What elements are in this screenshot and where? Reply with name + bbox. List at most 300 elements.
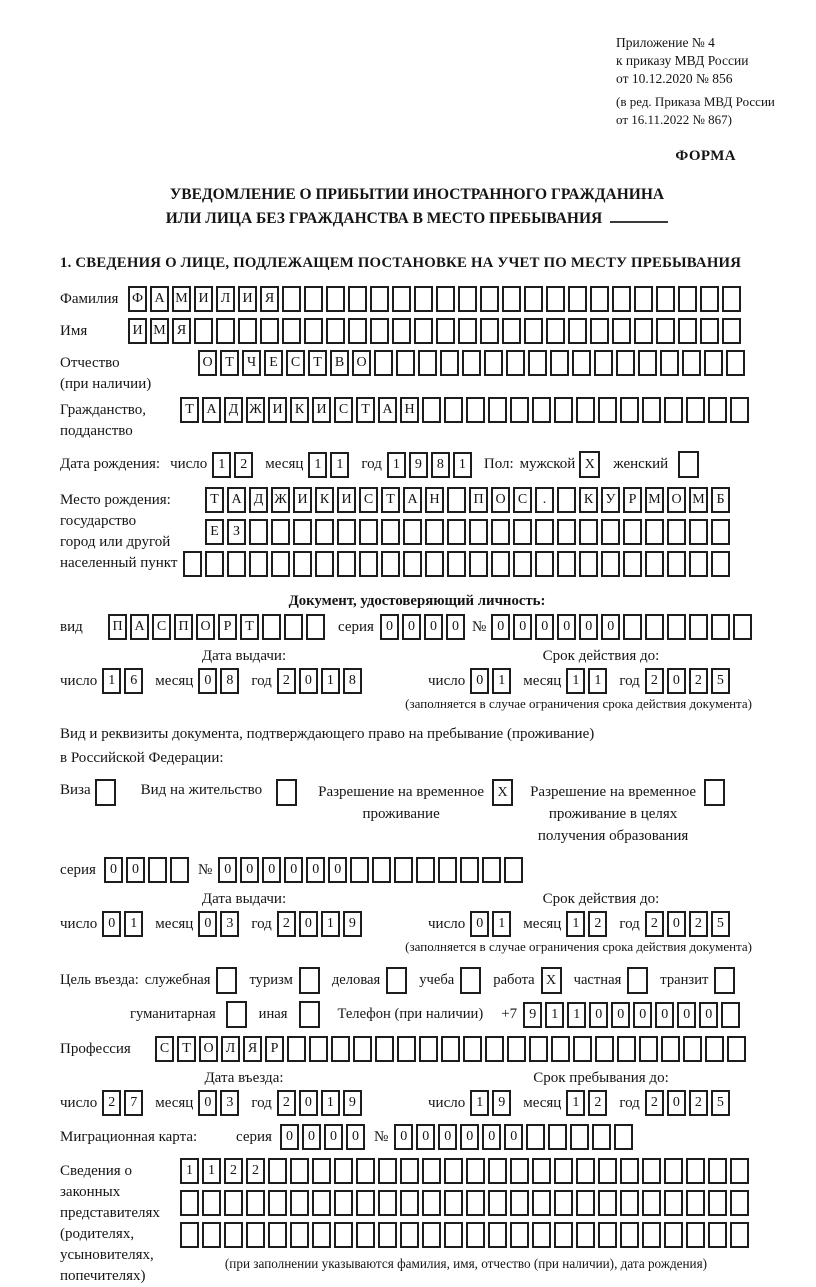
char-cell[interactable]	[370, 286, 389, 312]
char-cell[interactable]	[378, 1222, 397, 1248]
char-cell[interactable]	[425, 551, 444, 577]
char-cell[interactable]	[403, 519, 422, 545]
char-cell[interactable]: 0	[102, 911, 121, 937]
char-cell[interactable]	[246, 1190, 265, 1216]
char-cell[interactable]: Т	[240, 614, 259, 640]
char-cell[interactable]	[678, 286, 697, 312]
char-cell[interactable]	[546, 286, 565, 312]
char-cell[interactable]: Т	[308, 350, 327, 376]
char-cell[interactable]	[726, 350, 745, 376]
char-cell[interactable]: 1	[545, 1002, 564, 1028]
char-cell[interactable]	[485, 1036, 504, 1062]
char-cell[interactable]	[730, 397, 749, 423]
char-cell[interactable]	[656, 286, 675, 312]
char-cell[interactable]	[667, 614, 686, 640]
char-cell[interactable]	[436, 286, 455, 312]
char-cell[interactable]	[381, 519, 400, 545]
purpose-study-checkbox[interactable]	[460, 967, 481, 994]
purpose-official-checkbox[interactable]	[216, 967, 237, 994]
char-cell[interactable]: А	[150, 286, 169, 312]
char-cell[interactable]	[312, 1190, 331, 1216]
purpose-other-checkbox[interactable]	[299, 1001, 320, 1028]
char-cell[interactable]	[721, 1002, 740, 1028]
char-cell[interactable]	[598, 1190, 617, 1216]
char-cell[interactable]: 9	[409, 452, 428, 478]
char-cell[interactable]: 0	[402, 614, 421, 640]
char-cell[interactable]	[491, 519, 510, 545]
char-cell[interactable]	[548, 1124, 567, 1150]
char-cell[interactable]: 1	[492, 911, 511, 937]
char-cell[interactable]	[309, 1036, 328, 1062]
char-cell[interactable]	[733, 614, 752, 640]
char-cell[interactable]: И	[238, 286, 257, 312]
char-cell[interactable]	[612, 286, 631, 312]
char-cell[interactable]	[551, 1036, 570, 1062]
char-cell[interactable]	[463, 1036, 482, 1062]
char-cell[interactable]	[557, 487, 576, 513]
char-cell[interactable]: 9	[343, 911, 362, 937]
char-cell[interactable]	[394, 857, 413, 883]
purpose-humanitarian-checkbox[interactable]	[226, 1001, 247, 1028]
char-cell[interactable]: 0	[284, 857, 303, 883]
char-cell[interactable]: У	[601, 487, 620, 513]
char-cell[interactable]: 0	[438, 1124, 457, 1150]
char-cell[interactable]: 2	[234, 452, 253, 478]
char-cell[interactable]: М	[172, 286, 191, 312]
char-cell[interactable]: 2	[645, 1090, 664, 1116]
char-cell[interactable]	[438, 857, 457, 883]
char-cell[interactable]	[375, 1036, 394, 1062]
char-cell[interactable]: 1	[492, 668, 511, 694]
char-cell[interactable]: М	[150, 318, 169, 344]
char-cell[interactable]	[436, 318, 455, 344]
char-cell[interactable]: 0	[535, 614, 554, 640]
char-cell[interactable]: 0	[104, 857, 123, 883]
char-cell[interactable]	[350, 857, 369, 883]
char-cell[interactable]	[579, 551, 598, 577]
char-cell[interactable]	[148, 857, 167, 883]
char-cell[interactable]: 0	[699, 1002, 718, 1028]
char-cell[interactable]	[614, 1124, 633, 1150]
char-cell[interactable]	[488, 1158, 507, 1184]
char-cell[interactable]: 2	[689, 668, 708, 694]
char-cell[interactable]	[249, 551, 268, 577]
char-cell[interactable]	[667, 519, 686, 545]
char-cell[interactable]: 2	[588, 1090, 607, 1116]
char-cell[interactable]	[224, 1222, 243, 1248]
char-cell[interactable]: М	[645, 487, 664, 513]
char-cell[interactable]	[557, 551, 576, 577]
char-cell[interactable]	[686, 397, 705, 423]
char-cell[interactable]	[510, 1158, 529, 1184]
char-cell[interactable]	[416, 857, 435, 883]
char-cell[interactable]: 2	[102, 1090, 121, 1116]
char-cell[interactable]: 0	[513, 614, 532, 640]
char-cell[interactable]: К	[315, 487, 334, 513]
char-cell[interactable]	[576, 397, 595, 423]
char-cell[interactable]	[590, 318, 609, 344]
char-cell[interactable]: 0	[677, 1002, 696, 1028]
char-cell[interactable]	[356, 1158, 375, 1184]
char-cell[interactable]	[554, 1222, 573, 1248]
char-cell[interactable]	[554, 1158, 573, 1184]
char-cell[interactable]	[686, 1158, 705, 1184]
char-cell[interactable]	[598, 1158, 617, 1184]
char-cell[interactable]	[422, 397, 441, 423]
char-cell[interactable]: 5	[711, 911, 730, 937]
char-cell[interactable]: 0	[470, 668, 489, 694]
char-cell[interactable]: С	[152, 614, 171, 640]
char-cell[interactable]: Я	[172, 318, 191, 344]
char-cell[interactable]	[689, 519, 708, 545]
char-cell[interactable]	[711, 614, 730, 640]
char-cell[interactable]: 0	[667, 668, 686, 694]
char-cell[interactable]	[601, 551, 620, 577]
char-cell[interactable]	[447, 551, 466, 577]
char-cell[interactable]	[595, 1036, 614, 1062]
char-cell[interactable]: 9	[523, 1002, 542, 1028]
char-cell[interactable]: 0	[667, 911, 686, 937]
char-cell[interactable]: Р	[265, 1036, 284, 1062]
char-cell[interactable]	[524, 286, 543, 312]
char-cell[interactable]	[466, 397, 485, 423]
char-cell[interactable]	[359, 519, 378, 545]
char-cell[interactable]	[678, 318, 697, 344]
char-cell[interactable]	[381, 551, 400, 577]
char-cell[interactable]: 0	[324, 1124, 343, 1150]
char-cell[interactable]	[466, 1222, 485, 1248]
char-cell[interactable]	[458, 286, 477, 312]
char-cell[interactable]	[592, 1124, 611, 1150]
char-cell[interactable]	[572, 350, 591, 376]
char-cell[interactable]	[546, 318, 565, 344]
char-cell[interactable]: Б	[711, 487, 730, 513]
char-cell[interactable]	[708, 1222, 727, 1248]
char-cell[interactable]	[504, 857, 523, 883]
char-cell[interactable]: Ж	[271, 487, 290, 513]
char-cell[interactable]: 6	[124, 668, 143, 694]
char-cell[interactable]: 3	[220, 911, 239, 937]
char-cell[interactable]: А	[403, 487, 422, 513]
char-cell[interactable]: Т	[205, 487, 224, 513]
char-cell[interactable]: 0	[633, 1002, 652, 1028]
char-cell[interactable]: С	[513, 487, 532, 513]
char-cell[interactable]	[353, 1036, 372, 1062]
char-cell[interactable]: 0	[346, 1124, 365, 1150]
char-cell[interactable]	[568, 318, 587, 344]
char-cell[interactable]	[506, 350, 525, 376]
char-cell[interactable]: 0	[394, 1124, 413, 1150]
char-cell[interactable]: О	[196, 614, 215, 640]
char-cell[interactable]: .	[535, 487, 554, 513]
char-cell[interactable]	[334, 1190, 353, 1216]
char-cell[interactable]	[645, 614, 664, 640]
char-cell[interactable]: Н	[425, 487, 444, 513]
char-cell[interactable]	[507, 1036, 526, 1062]
char-cell[interactable]	[639, 1036, 658, 1062]
char-cell[interactable]: 0	[240, 857, 259, 883]
char-cell[interactable]	[513, 519, 532, 545]
char-cell[interactable]: П	[174, 614, 193, 640]
char-cell[interactable]	[570, 1124, 589, 1150]
char-cell[interactable]: 0	[299, 1090, 318, 1116]
purpose-business-checkbox[interactable]	[386, 967, 407, 994]
char-cell[interactable]	[268, 1222, 287, 1248]
char-cell[interactable]	[460, 857, 479, 883]
char-cell[interactable]	[444, 1190, 463, 1216]
sex-male-checkbox[interactable]: X	[579, 451, 600, 478]
char-cell[interactable]	[414, 318, 433, 344]
char-cell[interactable]: П	[108, 614, 127, 640]
char-cell[interactable]	[645, 551, 664, 577]
char-cell[interactable]	[550, 350, 569, 376]
char-cell[interactable]	[711, 551, 730, 577]
char-cell[interactable]	[466, 1158, 485, 1184]
char-cell[interactable]	[617, 1036, 636, 1062]
char-cell[interactable]	[524, 318, 543, 344]
char-cell[interactable]: 0	[667, 1090, 686, 1116]
char-cell[interactable]	[466, 1190, 485, 1216]
char-cell[interactable]	[528, 350, 547, 376]
purpose-transit-checkbox[interactable]	[714, 967, 735, 994]
char-cell[interactable]	[700, 318, 719, 344]
char-cell[interactable]	[183, 551, 202, 577]
char-cell[interactable]	[326, 318, 345, 344]
char-cell[interactable]	[661, 1036, 680, 1062]
char-cell[interactable]	[331, 1036, 350, 1062]
char-cell[interactable]	[374, 350, 393, 376]
char-cell[interactable]	[667, 551, 686, 577]
char-cell[interactable]: 0	[424, 614, 443, 640]
char-cell[interactable]	[642, 1190, 661, 1216]
char-cell[interactable]: 2	[246, 1158, 265, 1184]
char-cell[interactable]: Р	[623, 487, 642, 513]
char-cell[interactable]	[170, 857, 189, 883]
char-cell[interactable]	[576, 1158, 595, 1184]
char-cell[interactable]: 0	[611, 1002, 630, 1028]
char-cell[interactable]	[400, 1158, 419, 1184]
char-cell[interactable]	[246, 1222, 265, 1248]
char-cell[interactable]	[700, 286, 719, 312]
char-cell[interactable]	[312, 1158, 331, 1184]
char-cell[interactable]	[180, 1222, 199, 1248]
char-cell[interactable]: А	[202, 397, 221, 423]
char-cell[interactable]: 8	[343, 668, 362, 694]
char-cell[interactable]: 1	[566, 668, 585, 694]
char-cell[interactable]	[440, 350, 459, 376]
temp-residence-edu-checkbox[interactable]	[704, 779, 725, 806]
char-cell[interactable]: 0	[655, 1002, 674, 1028]
char-cell[interactable]	[334, 1222, 353, 1248]
char-cell[interactable]: 0	[328, 857, 347, 883]
char-cell[interactable]	[590, 286, 609, 312]
char-cell[interactable]: 2	[588, 911, 607, 937]
char-cell[interactable]	[532, 1190, 551, 1216]
char-cell[interactable]	[392, 318, 411, 344]
char-cell[interactable]	[238, 318, 257, 344]
char-cell[interactable]: 0	[299, 668, 318, 694]
char-cell[interactable]: 8	[220, 668, 239, 694]
char-cell[interactable]: 0	[504, 1124, 523, 1150]
char-cell[interactable]	[730, 1158, 749, 1184]
char-cell[interactable]: 1	[321, 668, 340, 694]
char-cell[interactable]: 1	[453, 452, 472, 478]
char-cell[interactable]: 0	[299, 911, 318, 937]
char-cell[interactable]	[293, 551, 312, 577]
char-cell[interactable]	[513, 551, 532, 577]
char-cell[interactable]	[620, 1222, 639, 1248]
char-cell[interactable]	[348, 318, 367, 344]
char-cell[interactable]	[594, 350, 613, 376]
char-cell[interactable]: 0	[198, 668, 217, 694]
char-cell[interactable]: 0	[198, 911, 217, 937]
char-cell[interactable]: 2	[277, 911, 296, 937]
char-cell[interactable]: 1	[588, 668, 607, 694]
char-cell[interactable]: 0	[198, 1090, 217, 1116]
char-cell[interactable]	[645, 519, 664, 545]
char-cell[interactable]	[400, 1190, 419, 1216]
char-cell[interactable]	[315, 519, 334, 545]
char-cell[interactable]: 0	[262, 857, 281, 883]
char-cell[interactable]	[290, 1158, 309, 1184]
char-cell[interactable]	[526, 1124, 545, 1150]
char-cell[interactable]	[418, 350, 437, 376]
char-cell[interactable]: М	[689, 487, 708, 513]
char-cell[interactable]	[290, 1222, 309, 1248]
char-cell[interactable]	[282, 318, 301, 344]
char-cell[interactable]	[414, 286, 433, 312]
char-cell[interactable]	[683, 1036, 702, 1062]
char-cell[interactable]	[529, 1036, 548, 1062]
char-cell[interactable]	[260, 318, 279, 344]
char-cell[interactable]	[573, 1036, 592, 1062]
char-cell[interactable]	[730, 1190, 749, 1216]
char-cell[interactable]: 5	[711, 668, 730, 694]
char-cell[interactable]	[510, 1222, 529, 1248]
char-cell[interactable]	[268, 1158, 287, 1184]
char-cell[interactable]: С	[155, 1036, 174, 1062]
char-cell[interactable]: П	[469, 487, 488, 513]
char-cell[interactable]: 0	[380, 614, 399, 640]
char-cell[interactable]: С	[334, 397, 353, 423]
char-cell[interactable]	[447, 519, 466, 545]
char-cell[interactable]	[293, 519, 312, 545]
char-cell[interactable]	[484, 350, 503, 376]
char-cell[interactable]	[730, 1222, 749, 1248]
char-cell[interactable]: К	[290, 397, 309, 423]
char-cell[interactable]	[722, 286, 741, 312]
char-cell[interactable]	[488, 397, 507, 423]
purpose-work-checkbox[interactable]: X	[541, 967, 562, 994]
sex-female-checkbox[interactable]	[678, 451, 699, 478]
char-cell[interactable]	[727, 1036, 746, 1062]
char-cell[interactable]	[642, 397, 661, 423]
char-cell[interactable]	[268, 1190, 287, 1216]
char-cell[interactable]	[664, 1190, 683, 1216]
char-cell[interactable]	[312, 1222, 331, 1248]
char-cell[interactable]	[532, 1158, 551, 1184]
char-cell[interactable]	[488, 1190, 507, 1216]
char-cell[interactable]: 0	[491, 614, 510, 640]
char-cell[interactable]	[262, 614, 281, 640]
char-cell[interactable]: 2	[689, 911, 708, 937]
char-cell[interactable]	[444, 397, 463, 423]
char-cell[interactable]: 2	[224, 1158, 243, 1184]
char-cell[interactable]	[216, 318, 235, 344]
char-cell[interactable]	[304, 318, 323, 344]
char-cell[interactable]	[403, 551, 422, 577]
char-cell[interactable]: Л	[221, 1036, 240, 1062]
char-cell[interactable]: 2	[277, 668, 296, 694]
char-cell[interactable]	[480, 318, 499, 344]
char-cell[interactable]	[576, 1222, 595, 1248]
char-cell[interactable]: Ж	[246, 397, 265, 423]
char-cell[interactable]: О	[352, 350, 371, 376]
char-cell[interactable]	[396, 350, 415, 376]
char-cell[interactable]: А	[227, 487, 246, 513]
temp-residence-checkbox[interactable]: X	[492, 779, 513, 806]
char-cell[interactable]: Т	[177, 1036, 196, 1062]
char-cell[interactable]: О	[199, 1036, 218, 1062]
char-cell[interactable]	[532, 1222, 551, 1248]
char-cell[interactable]	[334, 1158, 353, 1184]
char-cell[interactable]	[705, 1036, 724, 1062]
visa-checkbox[interactable]	[95, 779, 116, 806]
char-cell[interactable]	[535, 551, 554, 577]
char-cell[interactable]	[616, 350, 635, 376]
char-cell[interactable]	[598, 397, 617, 423]
char-cell[interactable]	[656, 318, 675, 344]
char-cell[interactable]	[708, 397, 727, 423]
char-cell[interactable]	[202, 1222, 221, 1248]
blank-line[interactable]	[610, 209, 668, 223]
char-cell[interactable]	[306, 614, 325, 640]
char-cell[interactable]	[180, 1190, 199, 1216]
char-cell[interactable]	[704, 350, 723, 376]
char-cell[interactable]: И	[312, 397, 331, 423]
char-cell[interactable]	[290, 1190, 309, 1216]
char-cell[interactable]: 0	[416, 1124, 435, 1150]
char-cell[interactable]	[491, 551, 510, 577]
residence-permit-checkbox[interactable]	[276, 779, 297, 806]
char-cell[interactable]	[337, 551, 356, 577]
char-cell[interactable]	[557, 519, 576, 545]
char-cell[interactable]	[462, 350, 481, 376]
char-cell[interactable]: Д	[249, 487, 268, 513]
char-cell[interactable]: 3	[220, 1090, 239, 1116]
char-cell[interactable]: Р	[218, 614, 237, 640]
char-cell[interactable]: 1	[202, 1158, 221, 1184]
char-cell[interactable]: 0	[460, 1124, 479, 1150]
char-cell[interactable]	[620, 397, 639, 423]
char-cell[interactable]: Я	[260, 286, 279, 312]
char-cell[interactable]: 0	[446, 614, 465, 640]
char-cell[interactable]: 8	[431, 452, 450, 478]
char-cell[interactable]	[686, 1190, 705, 1216]
char-cell[interactable]: А	[130, 614, 149, 640]
char-cell[interactable]	[634, 318, 653, 344]
char-cell[interactable]: 0	[470, 911, 489, 937]
char-cell[interactable]	[502, 318, 521, 344]
char-cell[interactable]	[227, 551, 246, 577]
char-cell[interactable]	[469, 519, 488, 545]
char-cell[interactable]	[284, 614, 303, 640]
char-cell[interactable]: И	[268, 397, 287, 423]
char-cell[interactable]: 7	[124, 1090, 143, 1116]
char-cell[interactable]	[510, 1190, 529, 1216]
char-cell[interactable]	[271, 551, 290, 577]
char-cell[interactable]: 1	[212, 452, 231, 478]
